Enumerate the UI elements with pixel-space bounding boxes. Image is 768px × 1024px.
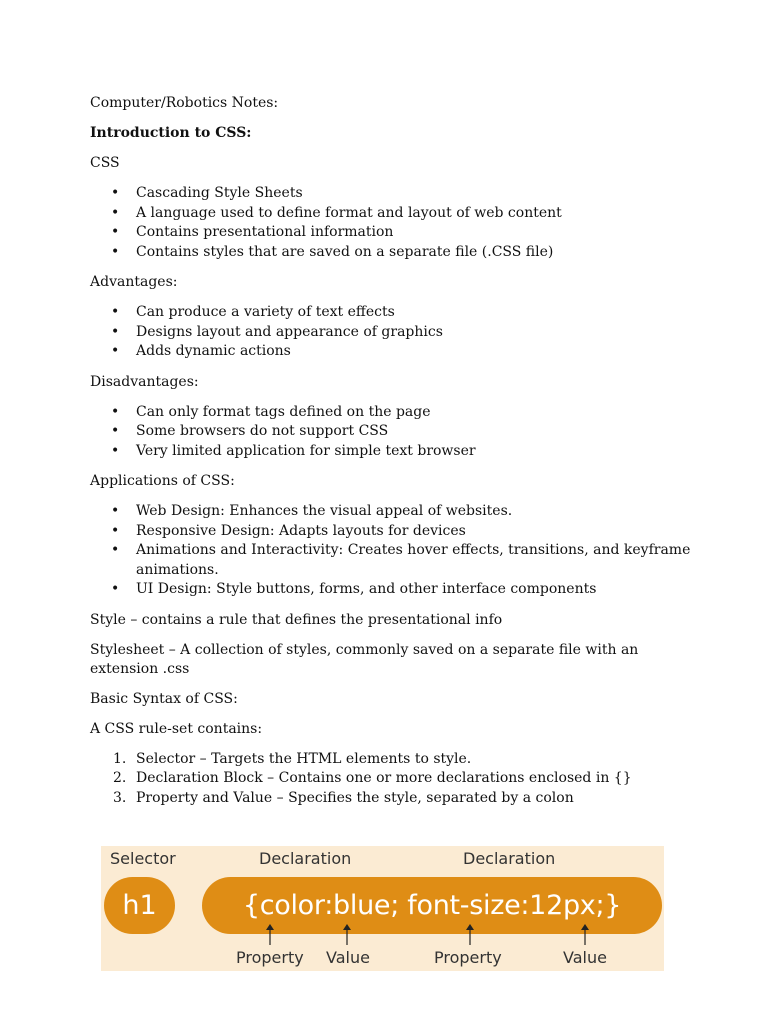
declaration-label: Declaration	[463, 849, 556, 868]
arrow-up-icon	[464, 923, 476, 945]
list-item: • Web Design: Enhances the visual appeal of websites.	[90, 502, 710, 522]
advantages-label: Advantages:	[90, 274, 178, 290]
css-list	[90, 184, 710, 262]
ruleset-label: A CSS rule-set contains:	[90, 720, 263, 737]
list-item: • Contains presentational information	[90, 223, 710, 243]
css-label: CSS	[90, 155, 120, 171]
arrow-up-icon	[579, 923, 591, 945]
list-text: Property and Value – Specifies the style, separated by a colon	[136, 789, 574, 806]
disadvantages-label: Disadvantages:	[90, 373, 199, 390]
list-item: • Can produce a variety of text effects	[90, 303, 710, 323]
intro-title: Introduction to CSS:	[90, 125, 252, 141]
declaration-box: {color:blue; font-size:12px;}	[202, 877, 662, 934]
selector-box: h1	[104, 877, 175, 934]
list-number: 1.	[113, 750, 127, 767]
arrow-up-icon	[341, 923, 353, 945]
list-item: • Responsive Design: Adapts layouts for devices	[90, 522, 710, 542]
list-item: • Animations and Interactivity: Creates hover effects, transitions, and keyframe animations.	[90, 541, 710, 580]
declaration-label: Declaration	[259, 849, 352, 868]
document-heading: Computer/Robotics Notes:	[90, 95, 279, 111]
arrow-up-icon	[264, 923, 276, 945]
css-syntax-diagram	[101, 846, 664, 971]
advantages-list	[90, 303, 710, 362]
applications-label: Applications of CSS:	[90, 473, 235, 489]
list-item: • Can only format tags defined on the page	[90, 403, 710, 423]
list-item: • Contains styles that are saved on a separate file (.CSS file)	[90, 243, 710, 263]
property-label: Property	[236, 948, 304, 967]
value-label: Value	[326, 948, 370, 967]
list-text: Declaration Block – Contains one or more declarations enclosed in {}	[136, 770, 632, 786]
document-body	[90, 94, 710, 819]
syntax-label: Basic Syntax of CSS:	[90, 690, 238, 707]
ruleset-list	[90, 750, 710, 809]
property-label: Property	[434, 948, 502, 967]
list-item: • Some browsers do not support CSS	[90, 422, 710, 442]
list-item: • UI Design: Style buttons, forms, and other interface components	[90, 580, 710, 600]
list-item	[90, 789, 710, 809]
list-item: • Designs layout and appearance of graphics	[90, 323, 710, 343]
list-item	[90, 750, 710, 770]
selector-label: Selector	[110, 849, 176, 868]
stylesheet-definition: Stylesheet – A collection of styles, commonly saved on a separate file with an extension .css	[90, 641, 639, 677]
value-label: Value	[563, 948, 607, 967]
disadvantages-list	[90, 403, 710, 462]
list-item: • Adds dynamic actions	[90, 342, 710, 362]
list-text: Selector – Targets the HTML elements to style.	[136, 750, 472, 767]
list-number: 3.	[113, 789, 127, 806]
applications-list	[90, 502, 710, 600]
list-number: 2.	[113, 770, 127, 786]
style-definition: Style – contains a rule that defines the presentational info	[90, 611, 503, 628]
list-item: • Very limited application for simple text browser	[90, 442, 710, 462]
list-item: • Cascading Style Sheets	[90, 184, 710, 204]
list-item	[90, 769, 710, 789]
list-item: • A language used to define format and layout of web content	[90, 204, 710, 224]
